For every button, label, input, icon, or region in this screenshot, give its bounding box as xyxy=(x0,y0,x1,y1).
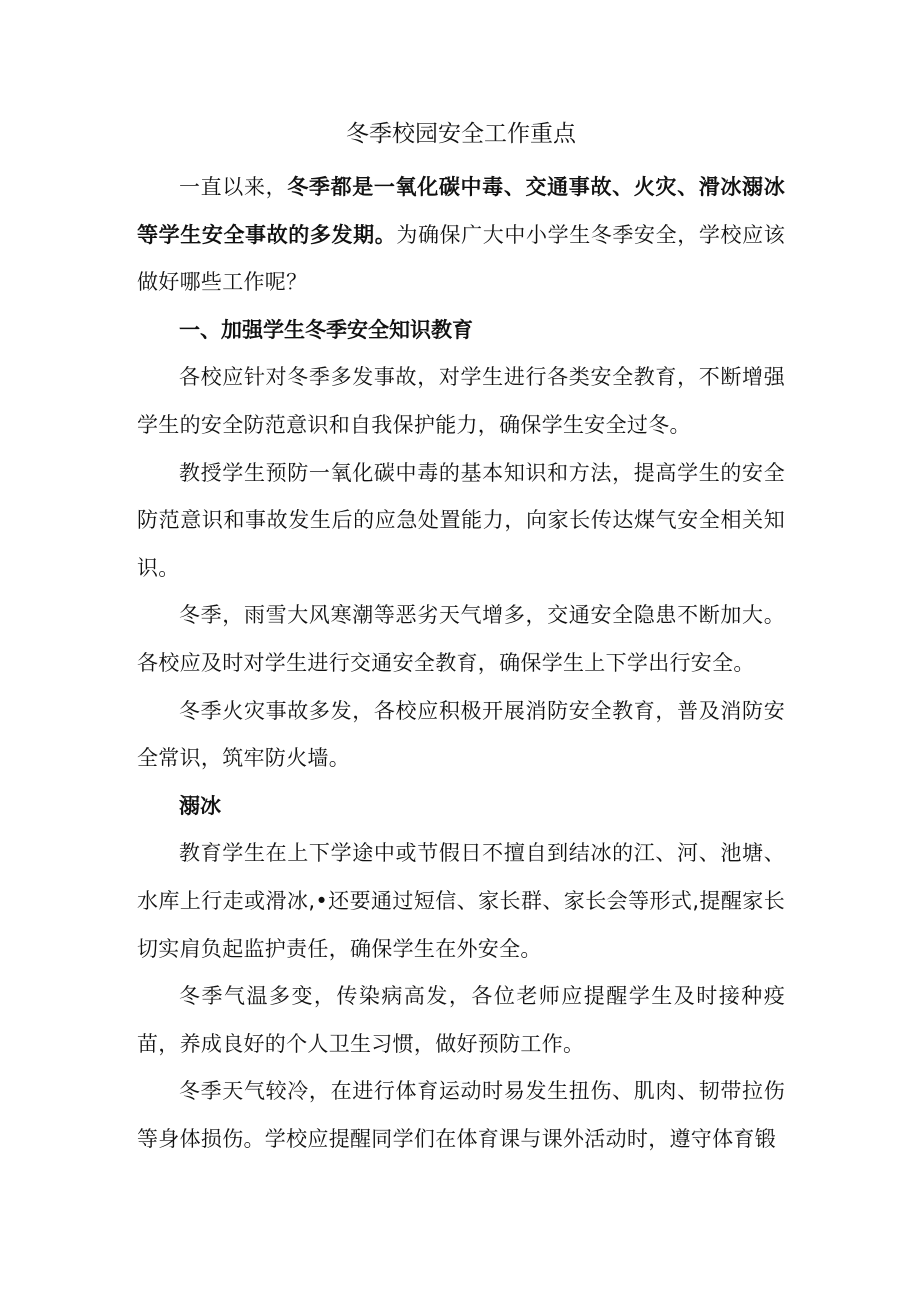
paragraph-1: 各校应针对冬季多发事故，对学生进行各类安全教育，不断增强学生的安全防范意识和自我保护能力，确保学生安全过冬。 xyxy=(137,365,785,437)
paragraph-7: 冬季天气较冷，在进行体育运动时易发生扭伤、肌肉、韧带拉伤等身体损伤。学校应提醒同学们在体育课与课外活动时，遵守体育锻 xyxy=(137,1079,785,1151)
paragraph-6: 冬季气温多变，传染病高发，各位老师应提醒学生及时接种疫苗，养成良好的个人卫生习惯，做好预防工作。 xyxy=(137,984,785,1056)
intro-paragraph xyxy=(137,164,785,307)
intro-bold-text: 冬季都是一氧化碳中毒、交通事故、火灾、滑冰溺冰等学生安全事故的多发期。 xyxy=(137,175,785,247)
paragraph-4: 冬季火灾事故多发，各校应积极开展消防安全教育，普及消防安全常识，筑牢防火墙。 xyxy=(137,698,785,771)
page-title: 冬季校园安全工作重点 xyxy=(346,121,576,147)
intro-lead: 一直以来， xyxy=(179,175,288,199)
intro-tail: 为确保广大中小学生冬季安全，学校应该做好哪些工作呢？ xyxy=(137,222,785,295)
paragraph-3: 冬季，雨雪大风寒潮等恶劣天气增多，交通安全隐患不断加大。各校应及时对学生进行交通安全教育，确保学生上下学出行安全。 xyxy=(137,603,785,675)
subheading-ice: 溺冰 xyxy=(179,793,221,818)
section-heading-1: 一、加强学生冬季安全知识教育 xyxy=(179,317,473,342)
document-page xyxy=(137,110,785,1163)
paragraph-2: 教授学生预防一氧化碳中毒的基本知识和方法，提高学生的安全防范意识和事故发生后的应急处置能力，向家长传达煤气安全相关知识。 xyxy=(137,460,785,580)
paragraph-5: 教育学生在上下学途中或节假日不擅自到结冰的江、河、池塘、水库上行走或滑冰,•还要通过短信、家长群、家长会等形式,提醒家长切实肩负起监护责任，确保学生在外安全。 xyxy=(137,841,785,961)
